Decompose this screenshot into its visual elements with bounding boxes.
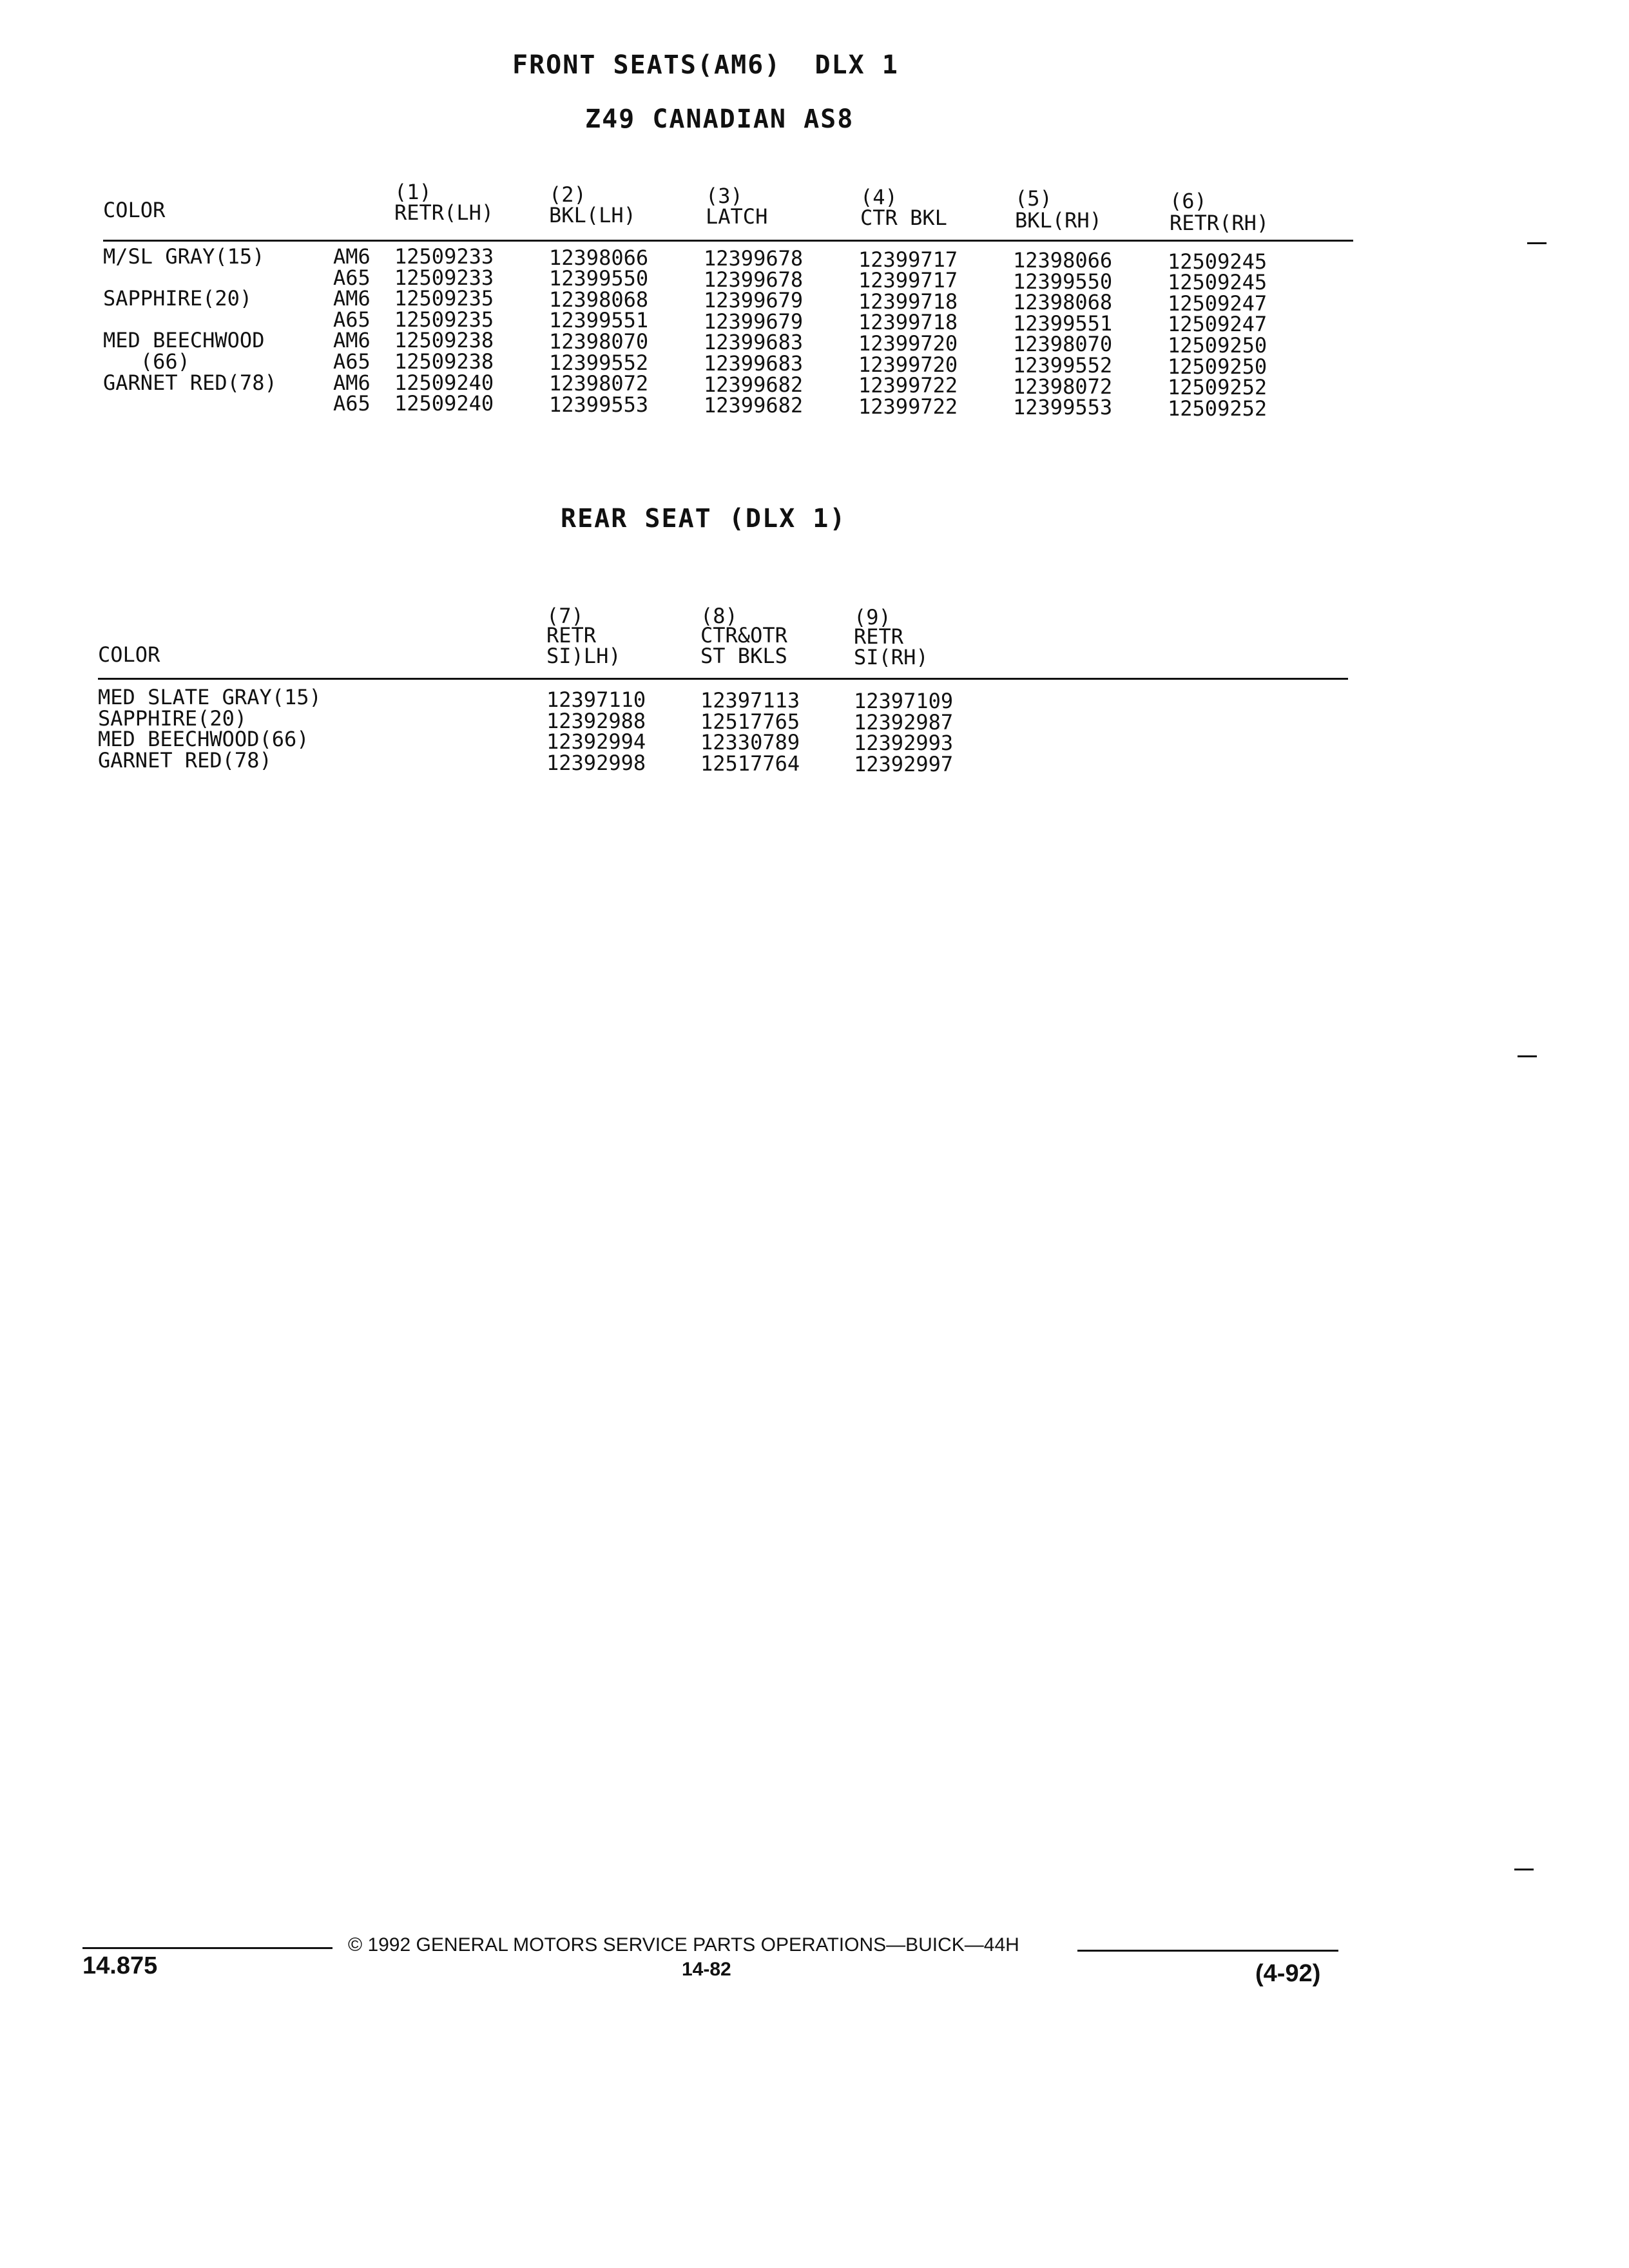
front-row-color: SAPPHIRE(20) — [103, 286, 253, 311]
rear-col7-line1: RETR — [546, 623, 597, 648]
margin-mark — [1518, 1055, 1537, 1057]
front-part-number: 12509238 — [394, 328, 494, 353]
front-row-color: (66) — [103, 349, 190, 374]
footer-copyright: © 1992 GENERAL MOTORS SERVICE PARTS OPERATIONS—BUICK—44H — [348, 1934, 1019, 1956]
rear-part-number: 12392993 — [854, 731, 954, 756]
front-part-number: 12509233 — [394, 265, 494, 290]
front-row-option-code: AM6 — [333, 328, 371, 353]
front-col2-num: (2) — [549, 182, 586, 207]
front-part-number: 12509245 — [1168, 249, 1268, 274]
rear-col9-line2: SI(RH) — [854, 645, 929, 669]
front-col3-label: LATCH — [706, 204, 768, 229]
front-part-number: 12509252 — [1168, 396, 1268, 421]
rear-col8-line1: CTR&OTR — [700, 623, 787, 648]
front-part-number: 12399718 — [858, 310, 958, 335]
margin-mark — [1514, 1869, 1534, 1870]
front-part-number: 12509235 — [394, 307, 494, 332]
front-part-number: 12399717 — [858, 268, 958, 293]
front-row-option-code: AM6 — [333, 244, 371, 269]
front-part-number: 12399552 — [1013, 353, 1113, 378]
front-row-option-code: AM6 — [333, 286, 371, 311]
rear-part-number: 12392997 — [854, 751, 954, 776]
rear-row-color: MED SLATE GRAY(15) — [98, 685, 322, 709]
front-part-number: 12399682 — [704, 393, 804, 418]
rear-part-number: 12517765 — [700, 709, 800, 734]
front-part-number: 12398068 — [549, 287, 649, 312]
rear-part-number: 12392987 — [854, 709, 954, 735]
footer-left-code: 14.875 — [82, 1952, 158, 1979]
front-part-number: 12509252 — [1168, 375, 1268, 400]
front-part-number: 12509238 — [394, 349, 494, 374]
front-col4-num: (4) — [860, 185, 898, 209]
front-part-number: 12399683 — [704, 351, 804, 376]
front-header-rule — [103, 240, 1353, 242]
front-part-number: 12509250 — [1168, 354, 1268, 379]
front-part-number: 12509235 — [394, 286, 494, 311]
footer-rule-left — [82, 1947, 333, 1949]
front-part-number: 12399722 — [858, 394, 958, 419]
rear-col7-line2: SI)LH) — [546, 644, 621, 668]
front-row-option-code: A65 — [333, 349, 371, 374]
front-part-number: 12398072 — [549, 371, 649, 396]
front-part-number: 12509250 — [1168, 332, 1268, 358]
rear-color-header: COLOR — [98, 642, 160, 667]
footer-rule-right — [1077, 1950, 1338, 1952]
rear-part-number: 12397113 — [700, 688, 800, 713]
rear-row-color: MED BEECHWOOD(66) — [98, 727, 309, 752]
front-part-number: 12399718 — [858, 289, 958, 314]
margin-mark — [1527, 242, 1547, 244]
rear-part-number: 12392994 — [546, 729, 646, 754]
front-part-number: 12398070 — [1013, 332, 1113, 357]
rear-seat-title: REAR SEAT (DLX 1) — [561, 504, 847, 533]
rear-row-color: SAPPHIRE(20) — [98, 706, 247, 731]
front-col4-label: CTR BKL — [860, 206, 947, 230]
front-row-option-code: AM6 — [333, 370, 371, 395]
front-part-number: 12399553 — [1013, 395, 1113, 420]
front-row-color: MED BEECHWOOD — [103, 328, 265, 353]
front-part-number: 12399722 — [858, 373, 958, 398]
rear-col9-line1: RETR — [854, 624, 904, 649]
rear-col8-line2: ST BKLS — [700, 644, 787, 668]
front-part-number: 12399679 — [704, 288, 804, 313]
front-col1-num: (1) — [394, 180, 432, 204]
front-row-color: M/SL GRAY(15) — [103, 244, 265, 269]
rear-col7-num: (7) — [546, 604, 584, 628]
front-part-number: 12398066 — [1013, 248, 1113, 273]
front-row-option-code: A65 — [333, 307, 371, 332]
front-row-option-code: A65 — [333, 391, 371, 416]
front-part-number: 12399550 — [1013, 269, 1113, 294]
front-part-number: 12399717 — [858, 247, 958, 272]
front-col6-label: RETR(RH) — [1170, 211, 1269, 235]
front-part-number: 12399551 — [549, 308, 649, 333]
front-part-number: 12509233 — [394, 244, 494, 269]
rear-part-number: 12330789 — [700, 730, 800, 755]
front-row-color: GARNET RED(78) — [103, 370, 277, 395]
front-part-number: 12398066 — [549, 245, 649, 270]
front-part-number: 12399682 — [704, 372, 804, 397]
front-color-header: COLOR — [103, 198, 166, 222]
front-part-number: 12399720 — [858, 352, 958, 377]
front-part-number: 12399553 — [549, 392, 649, 417]
front-part-number: 12509245 — [1168, 270, 1268, 295]
front-part-number: 12399683 — [704, 330, 804, 355]
rear-part-number: 12397109 — [854, 689, 954, 713]
rear-part-number: 12392998 — [546, 750, 646, 775]
front-seats-title: FRONT SEATS(AM6) DLX 1 — [512, 50, 899, 80]
footer-page-number: 14-82 — [682, 1959, 731, 1980]
front-col5-num: (5) — [1015, 186, 1052, 211]
front-part-number: 12399678 — [704, 267, 804, 292]
front-part-number: 12399550 — [549, 266, 649, 291]
rear-part-number: 12517764 — [700, 751, 800, 776]
front-part-number: 12398072 — [1013, 374, 1113, 399]
front-part-number: 12399552 — [549, 350, 649, 375]
front-col3-num: (3) — [706, 184, 743, 208]
front-seats-subtitle: Z49 CANADIAN AS8 — [585, 104, 854, 134]
front-part-number: 12398068 — [1013, 290, 1113, 315]
front-part-number: 12399720 — [858, 331, 958, 356]
front-col5-label: BKL(RH) — [1015, 208, 1102, 233]
rear-part-number: 12392988 — [546, 708, 646, 733]
front-row-option-code: A65 — [333, 265, 371, 290]
front-part-number: 12399551 — [1013, 311, 1113, 336]
rear-row-color: GARNET RED(78) — [98, 747, 272, 773]
front-part-number: 12399678 — [704, 246, 804, 271]
front-part-number: 12399679 — [704, 309, 804, 334]
front-col1-label: RETR(LH) — [394, 200, 494, 225]
front-part-number: 12509240 — [394, 391, 494, 416]
rear-part-number: 12397110 — [546, 687, 646, 712]
footer-date: (4-92) — [1255, 1960, 1321, 1987]
front-part-number: 12398070 — [549, 329, 649, 354]
front-part-number: 12509247 — [1168, 312, 1268, 337]
front-part-number: 12509240 — [394, 370, 494, 395]
rear-col8-num: (8) — [700, 604, 738, 628]
front-part-number: 12509247 — [1168, 291, 1268, 316]
front-col6-num: (6) — [1170, 189, 1207, 213]
rear-header-rule — [98, 678, 1348, 680]
front-col2-label: BKL(LH) — [549, 203, 636, 227]
rear-col9-num: (9) — [854, 605, 891, 629]
